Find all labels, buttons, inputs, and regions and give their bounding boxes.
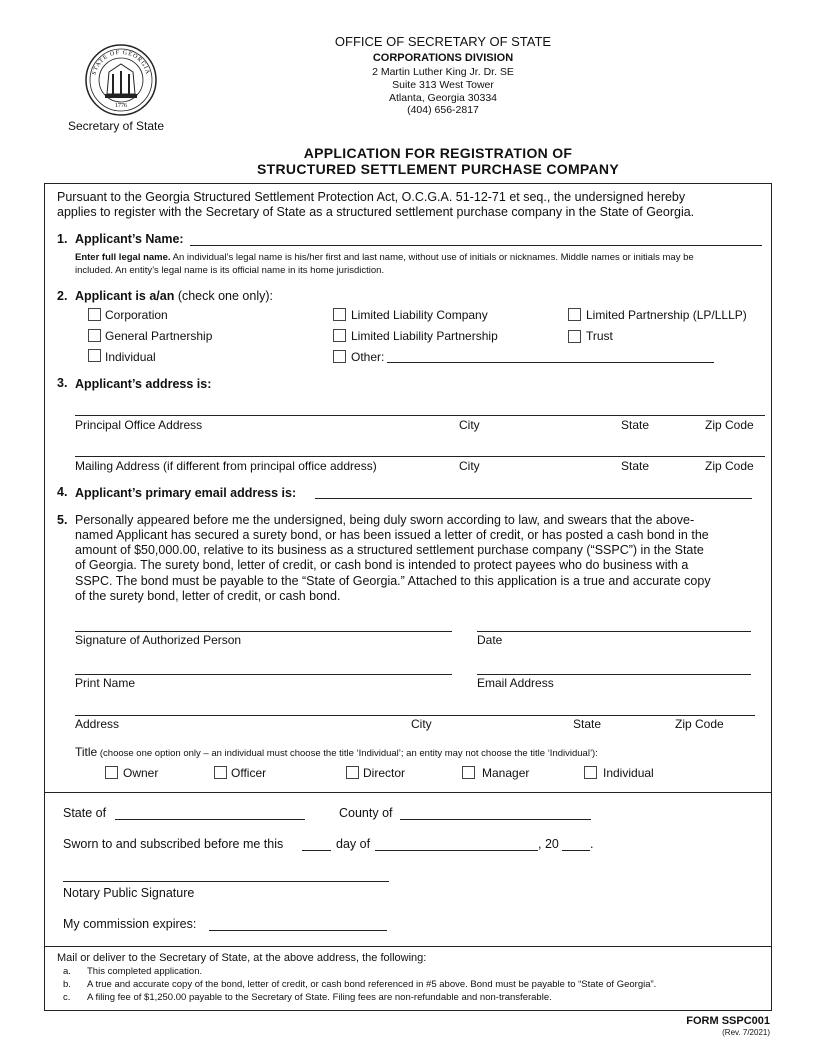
sworn-day-field[interactable]	[302, 850, 331, 851]
signer-email-label: Email Address	[477, 676, 554, 690]
form-revision: (Rev. 7/2021)	[722, 1028, 770, 1037]
principal-zip-label: Zip Code	[705, 418, 754, 432]
signer-city-label: City	[411, 717, 432, 731]
footer-item-b-letter: b.	[63, 979, 71, 990]
checkbox-llp[interactable]	[333, 329, 346, 342]
title-owner-label: Owner	[123, 766, 159, 780]
mailing-address-label: Mailing Address (if different from principal office address)	[75, 459, 377, 473]
legal-name-note-2: included. An entity’s legal name is its official name in its home jurisdiction.	[75, 265, 385, 276]
applicant-address-label: Applicant’s address is:	[75, 377, 212, 391]
section-2-number: 2.	[57, 289, 68, 303]
signature-field[interactable]	[75, 631, 452, 632]
notary-signature-label: Notary Public Signature	[63, 886, 195, 900]
signer-email-field[interactable]	[477, 674, 751, 675]
day-of-label: day of	[336, 837, 371, 851]
checkbox-limited-partnership[interactable]	[568, 308, 581, 321]
footer-item-b: A true and accurate copy of the bond, letter of credit, or cash bond referenced in #5 above. Bond must be payable to “State of Georgia”.	[87, 979, 657, 990]
affidavit-line-1: Personally appeared before me the undersigned, being duly sworn according to law, and swears that the above-	[75, 513, 695, 527]
footer-item-c-letter: c.	[63, 992, 71, 1003]
checkbox-other[interactable]	[333, 350, 346, 363]
section-1-number: 1.	[57, 232, 68, 246]
option-other-label: Other:	[351, 350, 385, 364]
signer-address-label: Address	[75, 717, 120, 731]
option-limited-partnership-label: Limited Partnership (LP/LLLP)	[586, 308, 747, 322]
title-officer-label: Officer	[231, 766, 267, 780]
commission-label: My commission expires:	[63, 917, 197, 931]
option-llp-label: Limited Liability Partnership	[351, 329, 498, 343]
checkbox-title-manager[interactable]	[462, 766, 475, 779]
checkbox-corporation[interactable]	[88, 308, 101, 321]
email-label: Applicant’s primary email address is:	[75, 486, 297, 500]
print-name-label: Print Name	[75, 676, 136, 690]
title-director-label: Director	[363, 766, 406, 780]
affidavit-line-2: named Applicant has secured a surety bond, or has been issued a letter of credit, or has posted a cash bond in the	[75, 528, 709, 542]
title-individual-label: Individual	[603, 766, 654, 780]
checkbox-general-partnership[interactable]	[88, 329, 101, 342]
checkbox-individual[interactable]	[88, 349, 101, 362]
year-prefix-label: , 20	[538, 837, 559, 851]
office-address-1: 2 Martin Luther King Jr. Dr. SE	[372, 66, 514, 78]
sworn-label: Sworn to and subscribed before me this	[63, 837, 284, 851]
option-corporation-label: Corporation	[105, 308, 168, 322]
mailing-city-label: City	[459, 459, 480, 473]
checkbox-title-director[interactable]	[346, 766, 359, 779]
notary-state-field[interactable]	[115, 819, 305, 820]
option-individual-label: Individual	[105, 350, 156, 364]
date-label: Date	[477, 633, 503, 647]
footer-item-a-letter: a.	[63, 966, 71, 977]
section-3-number: 3.	[57, 376, 68, 390]
option-llc-label: Limited Liability Company	[351, 308, 488, 322]
principal-address-field[interactable]	[75, 415, 765, 416]
email-field[interactable]	[315, 498, 752, 499]
office-phone: (404) 656-2817	[407, 104, 479, 116]
form-number: FORM SSPC001	[686, 1015, 770, 1027]
form-title-line-2: STRUCTURED SETTLEMENT PURCHASE COMPANY	[257, 161, 619, 177]
option-general-partnership-label: General Partnership	[105, 329, 213, 343]
applicant-name-label: Applicant’s Name:	[75, 232, 184, 246]
affidavit-line-3: amount of $50,000.00, relative to its business as a structured settlement purchase company (“SSPC”) in the State	[75, 543, 704, 557]
office-name: OFFICE OF SECRETARY OF STATE	[334, 34, 552, 49]
option-trust-label: Trust	[586, 329, 613, 343]
commission-field[interactable]	[209, 930, 387, 931]
mailing-address-field[interactable]	[75, 456, 765, 457]
form-title-line-1: APPLICATION FOR REGISTRATION OF	[303, 145, 573, 161]
footer-item-a: This completed application.	[87, 966, 203, 977]
affidavit-line-5: SSPC. The bond must be payable to the “State of Georgia.” Attached to this application is a true and accurate copy	[75, 574, 711, 588]
notary-county-field[interactable]	[400, 819, 591, 820]
checkbox-title-owner[interactable]	[105, 766, 118, 779]
signer-address-field[interactable]	[75, 715, 755, 716]
notary-signature-field[interactable]	[63, 881, 389, 882]
signer-zip-label: Zip Code	[675, 717, 724, 731]
footer-divider	[44, 946, 772, 947]
checkbox-trust[interactable]	[568, 330, 581, 343]
title-manager-label: Manager	[482, 766, 530, 780]
affidavit-line-4: of Georgia. The surety bond, letter of credit, or cash bond is intended to protect payees who do business with a	[75, 558, 689, 572]
office-address-3: Atlanta, Georgia 30334	[389, 92, 497, 104]
section-4-number: 4.	[57, 485, 68, 499]
affidavit-line-6: of the surety bond, letter of credit, or cash bond.	[75, 589, 341, 603]
principal-state-label: State	[621, 418, 650, 432]
legal-name-note-1: Enter full legal name. An individual’s legal name is his/her first and last name, without use of initials or nicknames. Middle names or initials may be	[75, 252, 694, 263]
mail-instructions: Mail or deliver to the Secretary of State, at the above address, the following:	[57, 952, 427, 964]
notary-divider	[44, 792, 772, 793]
mailing-zip-label: Zip Code	[705, 459, 754, 473]
other-type-field[interactable]	[387, 362, 714, 363]
principal-address-label: Principal Office Address	[75, 418, 203, 432]
division-name: CORPORATIONS DIVISION	[372, 52, 514, 64]
checkbox-llc[interactable]	[333, 308, 346, 321]
print-name-field[interactable]	[75, 674, 452, 675]
applicant-name-field[interactable]	[190, 245, 762, 246]
principal-city-label: City	[459, 418, 480, 432]
title-instructions: Title (choose one option only – an individual must choose the title ‘Individual’; an entity may not choose the title ‘Individual’):	[75, 745, 598, 759]
signature-label: Signature of Authorized Person	[75, 633, 242, 647]
sworn-year-field[interactable]	[562, 850, 590, 851]
svg-text:STATE OF GEORGIA: STATE OF GEORGIA	[91, 49, 151, 76]
signer-state-label: State	[573, 717, 602, 731]
notary-state-label: State of	[63, 806, 107, 820]
footer-item-c: A filing fee of $1,250.00 payable to the Secretary of State. Filing fees are non-refundable and non-transferable.	[87, 992, 552, 1003]
mailing-state-label: State	[621, 459, 650, 473]
svg-text:1776: 1776	[115, 103, 127, 109]
checkbox-title-officer[interactable]	[214, 766, 227, 779]
section-5-number: 5.	[57, 513, 68, 527]
checkbox-title-individual[interactable]	[584, 766, 597, 779]
date-field[interactable]	[477, 631, 751, 632]
intro-line-2: applies to register with the Secretary of State as a structured settlement purchase company in the State of Georgia.	[57, 205, 695, 219]
office-address-2: Suite 313 West Tower	[392, 79, 494, 91]
notary-county-label: County of	[339, 806, 393, 820]
intro-line-1: Pursuant to the Georgia Structured Settlement Protection Act, O.C.G.A. 51-12-71 et seq., the undersigned hereby	[57, 190, 686, 204]
sworn-month-field[interactable]	[375, 850, 538, 851]
year-period: .	[590, 837, 594, 851]
seal-caption: Secretary of State	[68, 119, 165, 133]
applicant-type-label: Applicant is a/an (check one only):	[75, 289, 274, 303]
